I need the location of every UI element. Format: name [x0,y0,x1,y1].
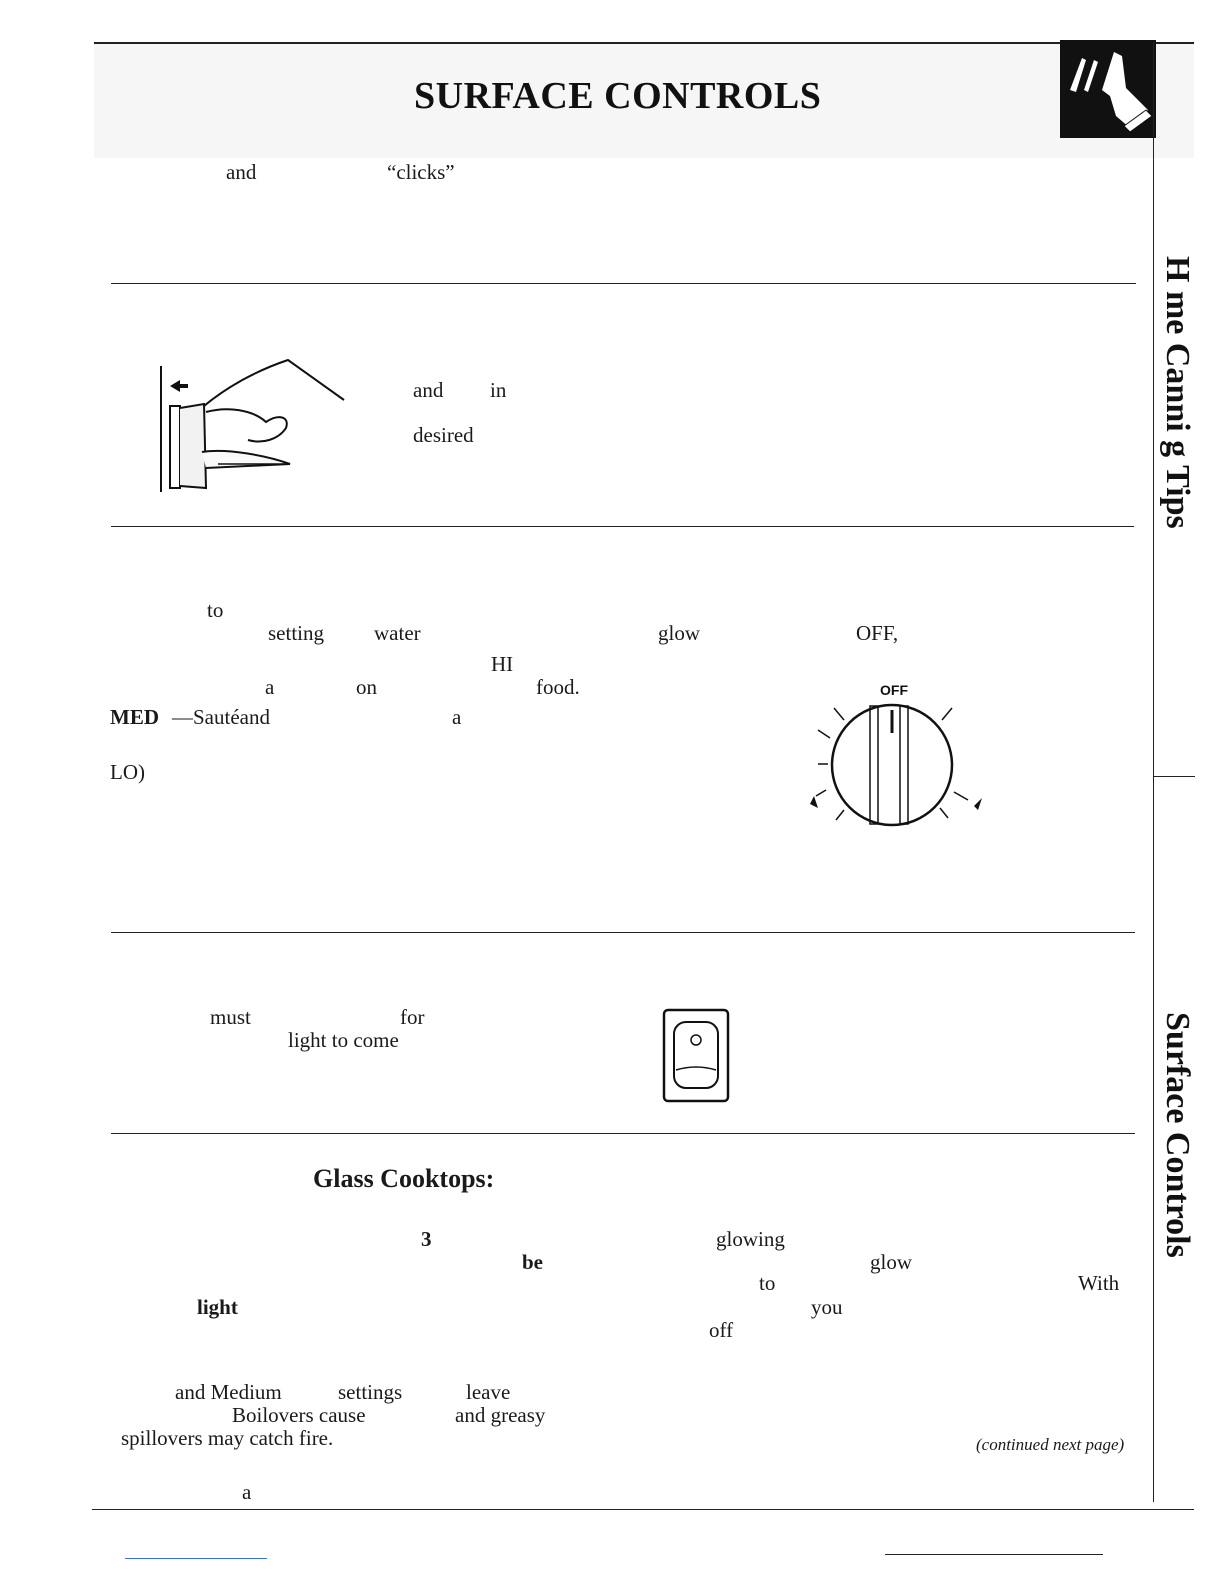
s4-for: for [400,1005,425,1029]
s5-to: to [759,1271,776,1295]
s5-and-greasy: and greasy [455,1403,546,1427]
s3-to: to [207,598,224,622]
s5-light: light [197,1295,238,1319]
s3-on: on [356,675,377,699]
s2-desired: desired [413,423,474,447]
s3-a2: a [452,705,462,729]
s5-boilovers: Boilovers cause [232,1403,366,1427]
top-rule [94,42,1194,44]
s3-glow: glow [658,621,700,645]
s3-off: OFF, [856,621,899,645]
s5-and-medium: and Medium [175,1380,282,1404]
tab-surface-controls[interactable]: Surface Controls [1159,1012,1196,1258]
s1-and: and [226,160,257,184]
bottom-rule [92,1509,1194,1510]
s3-lo: LO) [110,760,145,784]
s3-setting: setting [268,621,324,645]
hand-pointer-icon [1060,40,1156,138]
knob-off-label: OFF [880,682,908,698]
s5-spillovers: spillovers may catch fire. [121,1426,334,1450]
s5-leave: leave [466,1380,511,1404]
s5-with: With [1078,1271,1120,1295]
s5-continued: (continued next page) [976,1435,1125,1454]
page-title: SURFACE CONTROLS [414,75,822,117]
s5-off: off [709,1318,734,1342]
s3-med: MED [110,705,159,729]
s4-must: must [210,1005,251,1029]
section-divider-2 [111,526,1134,527]
s5-heading: Glass Cooktops: [313,1164,495,1193]
s1-clicks: “clicks” [387,160,455,184]
s5-glow: glow [870,1250,912,1274]
section-divider-4 [111,1133,1135,1134]
s5-settings: settings [338,1380,403,1404]
control-knob-diagram [806,678,986,828]
s5-3: 3 [421,1227,432,1251]
s3-hi: HI [491,652,514,676]
right-rule [1153,42,1154,1502]
s5-you: you [811,1295,843,1319]
s3-saute: —Sautéand [172,705,270,729]
footer-right-rule [885,1554,1103,1555]
tab-home-canning-tips[interactable]: H me Canni g Tips [1159,256,1196,529]
push-knob-illustration [158,356,353,496]
section-divider-1 [111,283,1136,284]
section-divider-3 [111,932,1135,933]
s3-food: food. [536,675,580,699]
s4-light: light to come [288,1028,399,1052]
s3-a1: a [265,675,275,699]
s5-a: a [242,1480,252,1504]
footer-link-rule [125,1558,267,1559]
s2-in: in [490,378,507,402]
right-tab-divider [1153,776,1195,777]
s5-glowing: glowing [716,1227,785,1251]
s3-water: water [374,621,421,645]
indicator-light-icon [662,1008,730,1103]
s2-and: and [413,378,444,402]
s5-be: be [522,1250,543,1274]
